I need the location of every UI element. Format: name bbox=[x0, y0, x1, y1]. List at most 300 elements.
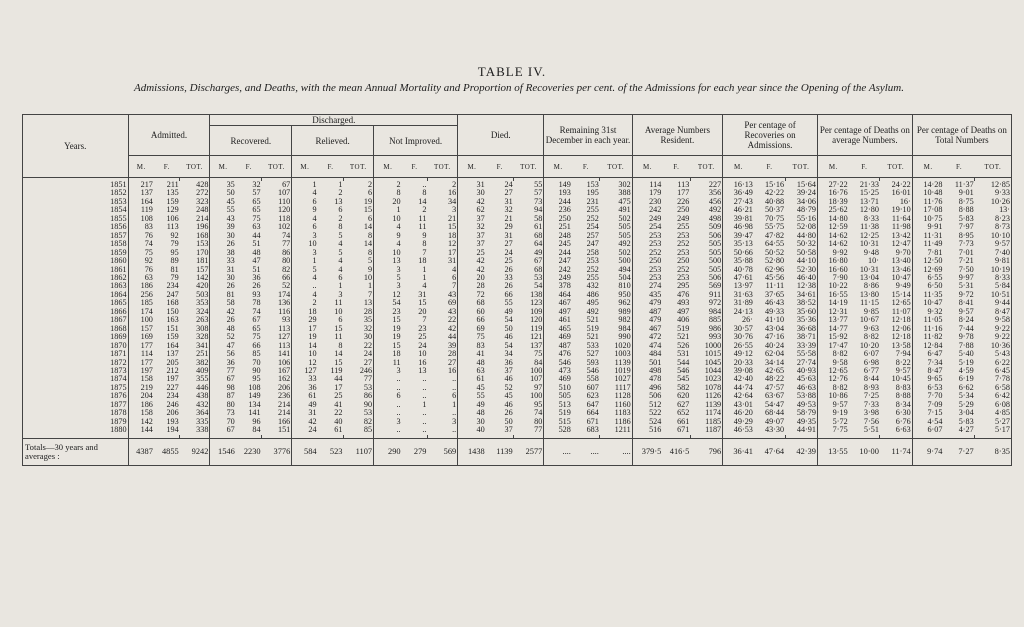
table-cell: 31 bbox=[504, 231, 513, 240]
table-cell: 519 bbox=[558, 409, 571, 418]
table-cell: 1 bbox=[422, 273, 427, 282]
table-cell: 14 bbox=[308, 341, 317, 350]
header-relieved: Relieved. bbox=[292, 126, 374, 156]
table-cell: 11·64 bbox=[880, 215, 912, 223]
table-cell: 54·47 bbox=[765, 400, 785, 409]
table-cell: .. bbox=[396, 400, 401, 409]
table-cell: 33 bbox=[226, 257, 235, 266]
table-cell: 8·82 bbox=[863, 333, 879, 342]
table-cell: 47·61 bbox=[733, 273, 753, 282]
table-cell: 43·30 bbox=[765, 426, 785, 435]
table-cell: 8 bbox=[338, 341, 343, 350]
table-cell: 76 bbox=[144, 265, 153, 274]
table-cell: 127 bbox=[262, 333, 292, 341]
table-cell: 18 bbox=[427, 232, 457, 240]
table-cell: 13 bbox=[343, 299, 373, 307]
table-cell: 67 bbox=[262, 181, 292, 189]
table-cell: 47·82 bbox=[765, 231, 785, 240]
year-cell: 1871 bbox=[23, 350, 129, 358]
table-cell: 6·45 bbox=[975, 367, 1012, 375]
table-cell: 7 bbox=[422, 316, 427, 325]
table-cell: 37 bbox=[476, 231, 485, 240]
table-cell: 1044 bbox=[690, 367, 722, 375]
table-cell: 6·63 bbox=[880, 426, 912, 434]
table-cell: 36 bbox=[504, 358, 513, 367]
table-cell: 204 bbox=[140, 392, 153, 401]
table-cell: 76 bbox=[144, 231, 153, 240]
table-cell: 98 bbox=[226, 383, 235, 392]
year-cell: 1870 bbox=[23, 342, 129, 350]
table-cell: 8·83 bbox=[880, 384, 912, 392]
table-cell: 11·82 bbox=[923, 333, 943, 342]
table-cell: 77 bbox=[514, 426, 544, 434]
table-cell: 247 bbox=[166, 290, 179, 299]
table-cell: 141 bbox=[262, 350, 292, 358]
table-cell: 55·16 bbox=[785, 215, 817, 223]
table-cell: 17·08 bbox=[923, 206, 943, 215]
table-cell: 6·77 bbox=[863, 366, 879, 375]
table-cell: 52 bbox=[226, 333, 235, 342]
table-row bbox=[23, 249, 1012, 257]
table-cell: 30·57 bbox=[733, 324, 753, 333]
table-cell: 6·42 bbox=[975, 392, 1012, 400]
table-cell: 67 bbox=[226, 375, 235, 384]
table-cell: 74 bbox=[144, 240, 153, 249]
table-cell: 134 bbox=[248, 400, 261, 409]
table-cell: 42·65 bbox=[765, 366, 785, 375]
table-row bbox=[23, 375, 1012, 383]
table-cell: 36 bbox=[252, 273, 261, 282]
table-cell: 50 bbox=[504, 324, 513, 333]
table-cell: 236 bbox=[558, 206, 571, 215]
table-cell: 4·85 bbox=[975, 409, 1012, 417]
table-cell: 6·50 bbox=[927, 282, 943, 291]
table-cell: 10·31 bbox=[859, 240, 879, 249]
subheader-f: F. bbox=[236, 156, 262, 178]
year-cell: 1858 bbox=[23, 240, 129, 248]
table-cell: 12·85 bbox=[975, 181, 1012, 189]
table-cell: 249 bbox=[649, 214, 662, 223]
table-cell: 254 bbox=[649, 223, 662, 232]
table-cell: 31 bbox=[476, 181, 485, 189]
table-cell: .. bbox=[427, 409, 457, 417]
table-cell: 129 bbox=[166, 206, 179, 215]
table-cell: 22 bbox=[427, 316, 457, 324]
table-cell: 9·33 bbox=[975, 189, 1012, 197]
table-cell: 28 bbox=[427, 350, 457, 358]
table-cell: 43·04 bbox=[765, 324, 785, 333]
table-cell: 50·32 bbox=[785, 240, 817, 248]
table-cell: 9·57 bbox=[832, 400, 848, 409]
table-cell: 92 bbox=[144, 257, 153, 266]
table-cell: 7·88 bbox=[958, 341, 974, 350]
table-cell: 197 bbox=[140, 366, 153, 375]
year-cell: 1874 bbox=[23, 375, 129, 383]
table-cell: 24 bbox=[343, 350, 373, 358]
table-cell: 52·80 bbox=[765, 257, 785, 266]
table-cell: 11·37 bbox=[954, 181, 974, 189]
table-cell: 42 bbox=[427, 325, 457, 333]
table-cell: 8·23 bbox=[975, 215, 1012, 223]
table-cell: 9 bbox=[422, 231, 427, 240]
table-cell: 32 bbox=[343, 325, 373, 333]
table-cell: 7·97 bbox=[958, 223, 974, 232]
subheader-tot: TOT. bbox=[514, 156, 544, 178]
table-cell: 77 bbox=[343, 375, 373, 383]
table-cell: 106 bbox=[166, 214, 179, 223]
table-cell: 36·49 bbox=[733, 189, 753, 198]
table-cell: 274 bbox=[649, 282, 662, 291]
table-cell: 253 bbox=[586, 257, 599, 266]
table-cell: 48·22 bbox=[765, 375, 785, 384]
table-cell: 26 bbox=[226, 282, 235, 291]
table-cell: 378 bbox=[558, 282, 571, 291]
table-cell: 16 bbox=[427, 367, 457, 375]
table-cell: 10·47 bbox=[880, 274, 912, 282]
table-cell: 234 bbox=[166, 282, 179, 291]
table-cell: 8·93 bbox=[863, 383, 879, 392]
table-cell: 491 bbox=[600, 206, 632, 214]
table-cell: 197 bbox=[166, 375, 179, 384]
header-deaths-total-pct: Per centage of Deaths on Total Numbers bbox=[912, 115, 1011, 156]
subheader-tot: TOT. bbox=[880, 156, 912, 178]
table-cell: 55 bbox=[476, 392, 485, 401]
table-cell: 475 bbox=[600, 198, 632, 206]
table-cell: 27·22 bbox=[828, 181, 848, 189]
table-cell: 109 bbox=[514, 308, 544, 316]
table-cell: 25 bbox=[504, 257, 513, 266]
subheader-f: F. bbox=[486, 156, 514, 178]
table-cell: 28 bbox=[343, 308, 373, 316]
subheader-tot: TOT. bbox=[262, 156, 292, 178]
table-cell: 7·01 bbox=[958, 248, 974, 257]
year-cell: 1852 bbox=[23, 189, 129, 197]
table-cell: 8·33 bbox=[863, 214, 879, 223]
table-cell: 524 bbox=[649, 417, 662, 426]
table-cell: 464 bbox=[558, 290, 571, 299]
table-cell: 255 bbox=[586, 206, 599, 215]
table-cell: 46·20 bbox=[733, 409, 753, 418]
year-cell: 1866 bbox=[23, 308, 129, 316]
table-cell: 42 bbox=[226, 307, 235, 316]
table-row bbox=[23, 223, 1012, 231]
table-cell: 1020 bbox=[600, 342, 632, 350]
table-cell: 6·58 bbox=[975, 384, 1012, 392]
table-cell: 41·10 bbox=[765, 316, 785, 325]
table-cell: 500 bbox=[600, 257, 632, 265]
table-cell: 7·44 bbox=[958, 324, 974, 333]
table-cell: 51 bbox=[252, 240, 261, 249]
table-cell: 51 bbox=[252, 265, 261, 274]
table-cell: 1185 bbox=[690, 418, 722, 426]
table-cell: 38 bbox=[226, 248, 235, 257]
table-cell: 20 bbox=[418, 307, 427, 316]
table-cell: 9·58 bbox=[975, 316, 1012, 324]
subheader-f: F. bbox=[754, 156, 785, 178]
table-cell: 484 bbox=[649, 350, 662, 359]
table-cell: 14·19 bbox=[828, 299, 848, 308]
year-cell: 1854 bbox=[23, 206, 129, 214]
table-cell: 40 bbox=[334, 417, 343, 426]
table-cell: 497 bbox=[558, 307, 571, 316]
table-cell: 138 bbox=[514, 291, 544, 299]
table-cell: 11·07 bbox=[880, 308, 912, 316]
table-cell: 37 bbox=[504, 426, 513, 435]
table-cell: 515 bbox=[558, 417, 571, 426]
table-cell: 1 bbox=[312, 257, 317, 266]
table-cell: 14·62 bbox=[828, 240, 848, 249]
subheader-f: F. bbox=[943, 156, 974, 178]
table-cell: 295 bbox=[677, 282, 690, 291]
table-cell: 9·48 bbox=[863, 248, 879, 257]
table-cell: 6·62 bbox=[958, 383, 974, 392]
table-cell: 623 bbox=[586, 392, 599, 401]
table-cell: 4 bbox=[312, 273, 317, 282]
table-cell: 6·07 bbox=[927, 426, 943, 435]
table-cell: 474 bbox=[649, 341, 662, 350]
table-cell: 31 bbox=[226, 265, 235, 274]
table-cell: 2 bbox=[343, 181, 373, 189]
table-cell: 5·29 bbox=[958, 400, 974, 409]
table-cell: 123 bbox=[514, 299, 544, 307]
table-cell: 446 bbox=[180, 384, 210, 392]
table-cell: 7·40 bbox=[975, 249, 1012, 257]
table-cell: 219 bbox=[140, 383, 153, 392]
table-cell: 15·64 bbox=[785, 181, 817, 189]
totals-cell: 47·64 bbox=[754, 438, 785, 465]
table-cell: 163 bbox=[166, 316, 179, 325]
table-cell: 4 bbox=[338, 257, 343, 266]
table-cell: 6·19 bbox=[958, 375, 974, 384]
table-cell: 29 bbox=[308, 316, 317, 325]
table-cell: 5·83 bbox=[958, 417, 974, 426]
table-cell: 10·51 bbox=[975, 291, 1012, 299]
subheader-tot: TOT. bbox=[343, 156, 373, 178]
table-cell: 17 bbox=[427, 249, 457, 257]
table-cell: 167 bbox=[262, 367, 292, 375]
table-cell: 647 bbox=[586, 400, 599, 409]
table-cell: 254 bbox=[586, 223, 599, 232]
table-cell: 10·45 bbox=[880, 375, 912, 383]
table-cell: 26·55 bbox=[733, 341, 753, 350]
table-cell: 4 bbox=[312, 214, 317, 223]
table-cell: 100 bbox=[514, 392, 544, 400]
subheader-m: M. bbox=[374, 156, 402, 178]
table-row bbox=[23, 392, 1012, 400]
table-cell: 505 bbox=[558, 392, 571, 401]
table-cell: 432 bbox=[586, 282, 599, 291]
table-cell: 157 bbox=[140, 324, 153, 333]
table-row bbox=[23, 325, 1012, 333]
table-cell: 206 bbox=[166, 409, 179, 418]
table-cell: 4 bbox=[396, 223, 401, 232]
table-cell: 65 bbox=[252, 324, 261, 333]
table-cell: 9·78 bbox=[958, 333, 974, 342]
table-cell: 13 bbox=[392, 257, 401, 266]
table-cell: 16·76 bbox=[828, 189, 848, 198]
table-cell: .. bbox=[427, 426, 457, 434]
table-cell: 546 bbox=[677, 366, 690, 375]
table-cell: 205 bbox=[166, 358, 179, 367]
table-cell: 79 bbox=[170, 240, 179, 249]
table-cell: 545 bbox=[677, 375, 690, 384]
table-cell: 68 bbox=[476, 299, 485, 308]
table-cell: 113 bbox=[262, 342, 292, 350]
table-cell: 40·88 bbox=[765, 197, 785, 206]
totals-cell: .... bbox=[572, 438, 600, 465]
subheader-m: M. bbox=[128, 156, 154, 178]
table-cell: 206 bbox=[262, 384, 292, 392]
table-cell: 149 bbox=[558, 181, 571, 189]
table-cell: 50·37 bbox=[765, 206, 785, 215]
table-cell: 58 bbox=[514, 215, 544, 223]
table-cell: 9·81 bbox=[975, 257, 1012, 265]
year-cell: 1868 bbox=[23, 325, 129, 333]
table-cell: 72 bbox=[476, 290, 485, 299]
table-cell: 10 bbox=[418, 350, 427, 359]
year-cell: 1867 bbox=[23, 316, 129, 324]
table-cell: 7·21 bbox=[958, 257, 974, 266]
totals-cell: 9·74 bbox=[912, 438, 943, 465]
table-cell: 911 bbox=[690, 291, 722, 299]
table-cell: 52·30 bbox=[785, 266, 817, 274]
header-discharged: Discharged. bbox=[210, 115, 458, 126]
table-cell: 9·58 bbox=[832, 358, 848, 367]
table-cell: 57 bbox=[514, 189, 544, 197]
table-row bbox=[23, 274, 1012, 282]
table-cell: 1139 bbox=[690, 401, 722, 409]
table-cell: 55·58 bbox=[785, 350, 817, 358]
table-cell: 69 bbox=[427, 299, 457, 307]
table-cell: 356 bbox=[690, 189, 722, 197]
table-cell: 7·09 bbox=[927, 400, 943, 409]
table-cell: .. bbox=[422, 181, 427, 189]
year-cell: 1851 bbox=[23, 181, 129, 189]
table-cell: 40·78 bbox=[733, 265, 753, 274]
subheader-m: M. bbox=[912, 156, 943, 178]
table-cell: 26 bbox=[504, 282, 513, 291]
table-cell: 478 bbox=[649, 375, 662, 384]
table-cell: 53·88 bbox=[785, 392, 817, 400]
table-cell: 15·16 bbox=[765, 181, 785, 189]
table-cell: 990 bbox=[600, 333, 632, 341]
table-cell: 8·41 bbox=[958, 299, 974, 308]
table-cell: 50 bbox=[504, 417, 513, 426]
table-cell: 164 bbox=[166, 341, 179, 350]
totals-cell: 1139 bbox=[486, 438, 514, 465]
table-cell: 257 bbox=[586, 231, 599, 240]
table-cell: 39·24 bbox=[785, 189, 817, 197]
table-cell: 174 bbox=[140, 307, 153, 316]
table-cell: 569 bbox=[690, 282, 722, 290]
table-cell: 12·65 bbox=[880, 299, 912, 307]
table-cell: .. bbox=[396, 383, 401, 392]
table-cell: 4 bbox=[338, 265, 343, 274]
table-cell: 506 bbox=[690, 274, 722, 282]
table-cell: 93 bbox=[252, 290, 261, 299]
table-cell: 211 bbox=[166, 181, 179, 189]
table-cell: 10·31 bbox=[859, 265, 879, 274]
year-cell: 1877 bbox=[23, 401, 129, 409]
table-cell: 44·74 bbox=[733, 383, 753, 392]
table-cell: 27 bbox=[343, 359, 373, 367]
table-cell: 74 bbox=[252, 307, 261, 316]
table-cell: 62·96 bbox=[765, 265, 785, 274]
table-cell: 8·88 bbox=[958, 206, 974, 215]
table-cell: 150 bbox=[166, 307, 179, 316]
totals-cell: 584 bbox=[292, 438, 318, 465]
table-cell: 70·75 bbox=[765, 214, 785, 223]
table-cell: 14·80 bbox=[828, 214, 848, 223]
table-cell: 30 bbox=[476, 417, 485, 426]
table-cell: 20 bbox=[476, 273, 485, 282]
table-cell: 186 bbox=[140, 400, 153, 409]
table-cell: 14·28 bbox=[923, 181, 943, 189]
table-cell: 435 bbox=[649, 290, 662, 299]
table-cell: 74 bbox=[262, 232, 292, 240]
table-cell: 8 bbox=[422, 189, 427, 198]
table-cell: 473 bbox=[558, 366, 571, 375]
table-cell: 3 bbox=[396, 417, 401, 426]
table-cell: 500 bbox=[690, 257, 722, 265]
table-cell: 12·38 bbox=[785, 282, 817, 290]
table-cell: 12·47 bbox=[880, 240, 912, 248]
table-cell: 4 bbox=[422, 282, 427, 291]
table-cell: 962 bbox=[600, 299, 632, 307]
table-cell: 5·43 bbox=[975, 350, 1012, 358]
table-cell: 12·25 bbox=[859, 231, 879, 240]
table-cell: 8 bbox=[343, 249, 373, 257]
table-cell: 671 bbox=[677, 426, 690, 435]
table-cell: 42·22 bbox=[765, 189, 785, 198]
table-cell: 8 bbox=[422, 240, 427, 249]
table-cell: 94 bbox=[514, 206, 544, 214]
table-cell: 972 bbox=[690, 299, 722, 307]
table-cell: 335 bbox=[180, 418, 210, 426]
table-cell: 12·06 bbox=[880, 325, 912, 333]
table-cell: 16·80 bbox=[828, 257, 848, 266]
table-cell: 7·15 bbox=[927, 409, 943, 418]
table-cell: 8·44 bbox=[863, 375, 879, 384]
table-cell: 186 bbox=[140, 282, 153, 291]
table-cell: 36 bbox=[308, 383, 317, 392]
table-cell: 8·95 bbox=[958, 231, 974, 240]
table-cell: 3·04 bbox=[958, 409, 974, 418]
table-cell: 33 bbox=[504, 273, 513, 282]
table-cell: 1160 bbox=[600, 401, 632, 409]
table-cell: 53 bbox=[343, 409, 373, 417]
table-cell: 256 bbox=[140, 290, 153, 299]
table-cell: 31·63 bbox=[733, 290, 753, 299]
table-cell: 5·51 bbox=[863, 426, 879, 435]
table-cell: 6 bbox=[396, 392, 401, 401]
table-cell: 17 bbox=[334, 383, 343, 392]
table-cell: 1045 bbox=[690, 359, 722, 367]
table-cell: 193 bbox=[166, 417, 179, 426]
table-cell: 31·89 bbox=[733, 299, 753, 308]
table-cell: 302 bbox=[600, 181, 632, 189]
table-cell: 519 bbox=[677, 324, 690, 333]
table-cell: 6·22 bbox=[975, 359, 1012, 367]
table-cell: 3 bbox=[312, 231, 317, 240]
table-cell: 24 bbox=[504, 248, 513, 257]
table-cell: 504 bbox=[600, 274, 632, 282]
table-cell: 502 bbox=[600, 249, 632, 257]
table-cell: 44·10 bbox=[785, 257, 817, 265]
table-cell: 49·12 bbox=[733, 350, 753, 359]
table-cell: 476 bbox=[558, 350, 571, 359]
year-cell: 1864 bbox=[23, 291, 129, 299]
